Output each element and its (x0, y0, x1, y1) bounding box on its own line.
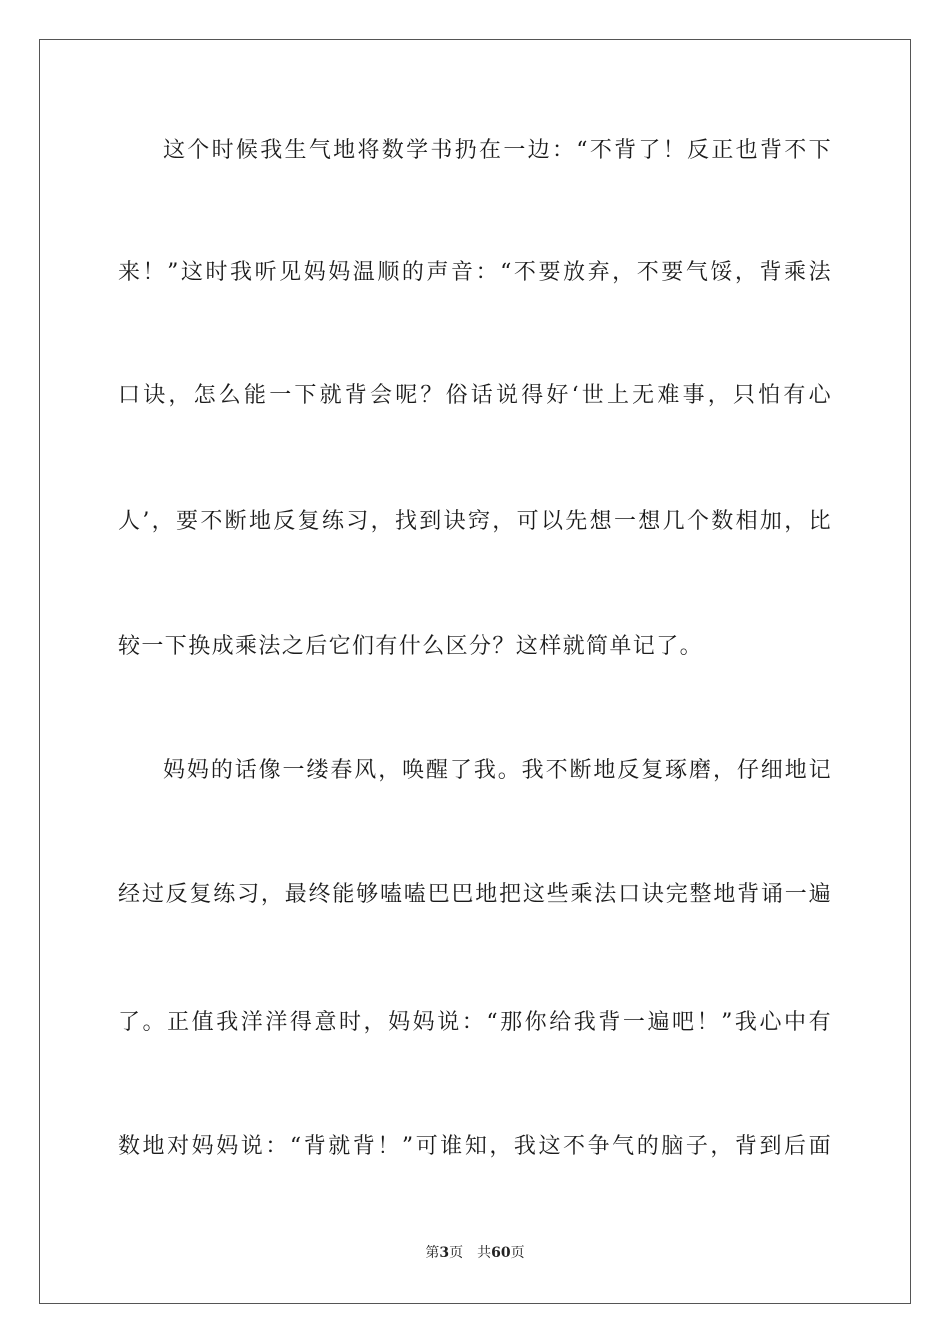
text-line: 这个时候我生气地将数学书扔在一边：“不背了！反正也背不下 (163, 138, 832, 163)
total-label-prefix: 共 (477, 1245, 492, 1261)
total-pages: 60 (491, 1245, 511, 1261)
page-border (39, 39, 911, 1304)
text-line: 数地对妈妈说：“背就背！”可谁知，我这不争气的脑子，背到后面 (118, 1134, 832, 1159)
page-label-prefix: 第 (425, 1245, 440, 1261)
text-line: 人’，要不断地反复练习，找到诀窍，可以先想一想几个数相加，比 (118, 509, 832, 534)
text-line: 妈妈的话像一缕春风，唤醒了我。我不断地反复琢磨，仔细地记 (163, 758, 832, 783)
total-label-suffix: 页 (510, 1245, 525, 1261)
page-number: 3 (439, 1245, 450, 1261)
text-line: 较一下换成乘法之后它们有什么区分？这样就简单记了。 (118, 634, 704, 659)
page-label-suffix: 页 (449, 1245, 464, 1261)
page-footer (0, 1243, 950, 1263)
text-line: 了。正值我洋洋得意时，妈妈说：“那你给我背一遍吧！”我心中有 (118, 1010, 832, 1035)
text-line: 来！”这时我听见妈妈温顺的声音：“不要放弃，不要气馁，背乘法 (118, 260, 832, 285)
text-line: 口诀，怎么能一下就背会呢？俗话说得好‘世上无难事，只怕有心 (118, 383, 832, 408)
text-line: 经过反复练习，最终能够嗑嗑巴巴地把这些乘法口诀完整地背诵一遍 (118, 882, 832, 907)
